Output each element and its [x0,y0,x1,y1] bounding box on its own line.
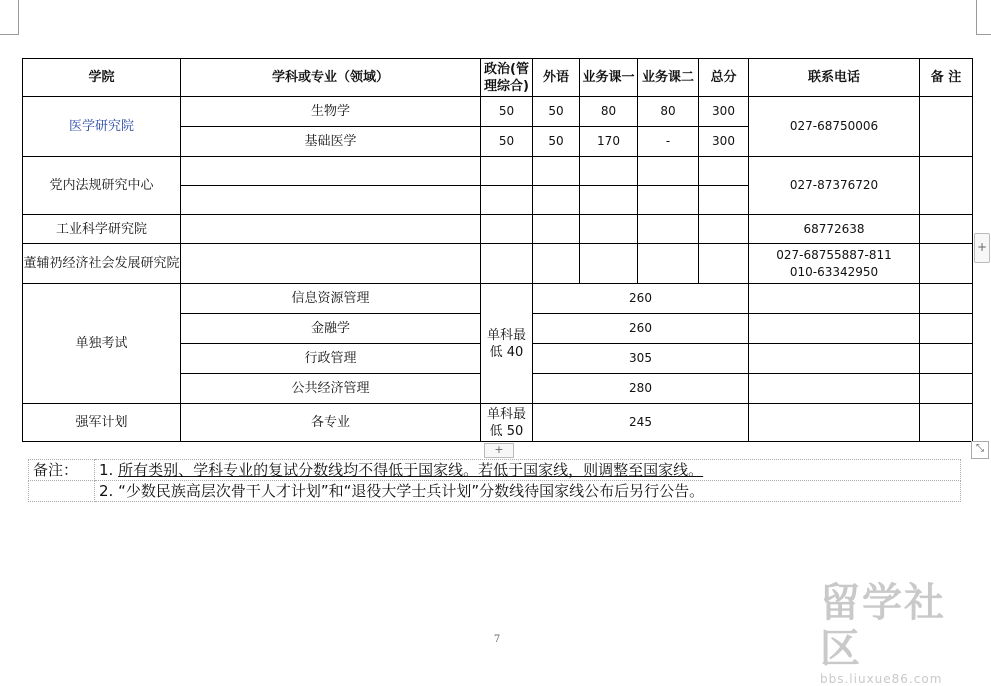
empty-cell [580,215,638,244]
add-row-button[interactable] [484,443,514,458]
empty-cell [699,157,749,186]
table-row [23,284,973,314]
header-row [23,59,973,97]
major-name: 各专业 [181,404,481,442]
empty-cell [580,157,638,186]
remark-cell [920,97,973,157]
empty-cell [749,344,920,374]
header-total: 总分 [699,59,749,97]
college-med: 医学研究院 [23,97,181,157]
insert-column-button[interactable] [974,233,990,263]
table-row [23,97,973,127]
score-total: 245 [533,404,749,442]
plus-icon: + [976,240,988,254]
empty-cell [638,215,699,244]
table-row [23,244,973,284]
college-single: 单独考试 [23,284,181,404]
header-course2: 业务课二 [638,59,699,97]
empty-cell [181,186,481,215]
header-major: 学科或专业（领域） [181,59,481,97]
empty-cell [638,157,699,186]
notes-table [28,459,961,502]
header-remark: 备 注 [920,59,973,97]
empty-cell [481,215,533,244]
phone-dong [749,244,920,284]
notes-label-empty [29,481,95,502]
remark-cell [920,244,973,284]
major-name: 公共经济管理 [181,374,481,404]
remark-cell [920,284,973,314]
empty-cell [580,244,638,284]
empty-cell [699,244,749,284]
empty-cell [749,404,920,442]
note-1 [95,460,961,481]
major-name: 金融学 [181,314,481,344]
header-foreign: 外语 [533,59,580,97]
score-total: 305 [533,344,749,374]
empty-cell [533,244,580,284]
watermark-logo: 留学社区 [820,580,946,672]
plus-icon: + [494,443,504,456]
notes-row [29,460,961,481]
header-phone: 联系电话 [749,59,920,97]
score-total: 280 [533,374,749,404]
empty-cell [699,215,749,244]
header-course1: 业务课一 [580,59,638,97]
score-course2: 80 [638,97,699,127]
empty-cell [181,244,481,284]
score-foreign: 50 [533,127,580,157]
notes-label: 备注： [29,460,95,481]
watermark-url: bbs.liuxue86.com [820,672,943,686]
score-course2: - [638,127,699,157]
page-number: 7 [493,634,501,645]
remark-cell [920,215,973,244]
empty-cell [580,186,638,215]
table-row [23,215,973,244]
empty-cell [181,215,481,244]
college-dong: 董辅礽经济社会发展研究院 [23,244,181,284]
score-politics: 50 [481,127,533,157]
empty-cell [481,157,533,186]
crop-mark-top-left [0,0,19,35]
college-army: 强军计划 [23,404,181,442]
major-name: 基础医学 [181,127,481,157]
empty-cell [749,314,920,344]
score-total: 260 [533,314,749,344]
table-resize-handle[interactable] [971,441,989,459]
score-course1: 80 [580,97,638,127]
phone-industry: 68772638 [749,215,920,244]
score-total: 260 [533,284,749,314]
note-2 [95,481,961,502]
college-industry: 工业科学研究院 [23,215,181,244]
empty-cell [533,157,580,186]
empty-cell [638,244,699,284]
empty-cell [749,284,920,314]
remark-cell [920,157,973,215]
watermark [820,580,985,686]
major-name: 生物学 [181,97,481,127]
score-total: 300 [699,97,749,127]
note-1-text: 所有类别、学科专业的复试分数线均不得低于国家线。若低于国家线，则调整至国家线。 [118,461,704,479]
header-college: 学院 [23,59,181,97]
note-2-number: 2. [99,482,114,500]
empty-cell [749,374,920,404]
notes-row [29,481,961,502]
remark-cell [920,374,973,404]
table-row [23,157,973,186]
score-course1: 170 [580,127,638,157]
note-1-number: 1. [99,461,114,479]
score-table [22,58,973,442]
college-party: 党内法规研究中心 [23,157,181,215]
empty-cell [533,215,580,244]
empty-cell [181,157,481,186]
remark-cell [920,314,973,344]
single-min-40: 单科最低 40 [481,284,533,404]
table-row [23,404,973,442]
phone-dong-line2: 010-63342950 [789,264,879,279]
remark-cell [920,404,973,442]
major-name: 信息资源管理 [181,284,481,314]
phone-party: 027-87376720 [749,157,920,215]
remark-cell [920,344,973,374]
crop-mark-top-right [976,0,991,35]
score-politics: 50 [481,97,533,127]
single-min-50: 单科最低 50 [481,404,533,442]
phone-dong-line1: 027-68755887-811 [776,247,892,262]
major-name: 行政管理 [181,344,481,374]
empty-cell [638,186,699,215]
empty-cell [481,186,533,215]
score-total: 300 [699,127,749,157]
header-politics: 政治(管理综合) [481,59,533,97]
note-2-text: “少数民族高层次骨干人才计划”和“退役大学士兵计划”分数线待国家线公布后另行公告。 [118,482,705,500]
empty-cell [699,186,749,215]
score-foreign: 50 [533,97,580,127]
phone-med: 027-68750006 [749,97,920,157]
empty-cell [533,186,580,215]
resize-icon: ⤡ [976,443,984,454]
empty-cell [481,244,533,284]
